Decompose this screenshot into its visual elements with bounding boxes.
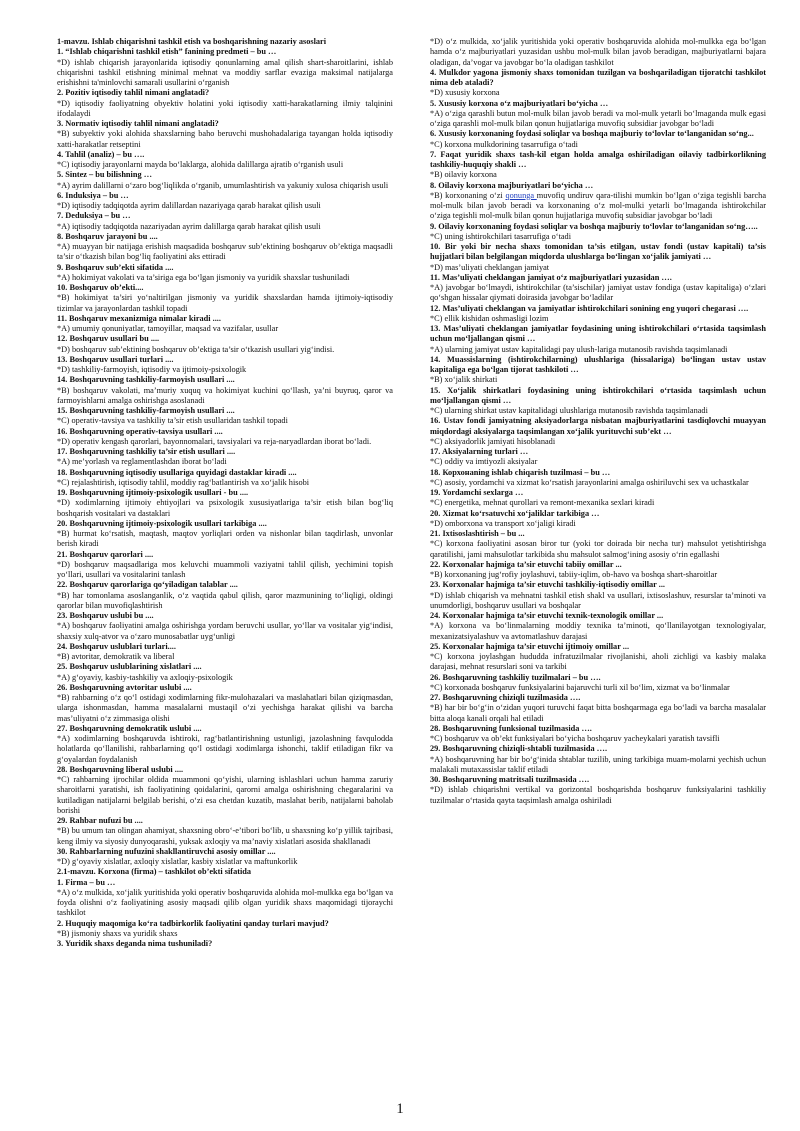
answer-text: *D) g‘oyaviy xislatlar, axloqiy xislatlar, kasbiy xislatlar va maftunkorlik: [57, 857, 298, 866]
answer-text: *A) boshqaruv faoliyatini amalga oshirishga yordam beruvchi usullar, yo‘llar va vositalar yig‘indisi, shaxsiy xulq-atvor va o‘zaro munosabatlar uyg‘unligi: [57, 621, 393, 641]
question-text: 9. Oilaviy korxonaning foydasi soliqlar va boshqa majburiy to‘lovlar to‘langanidan so‘ng…..: [430, 221, 758, 231]
answer-text: *C) korxona mulkdorining tasarrufiga o‘tadi: [430, 139, 578, 149]
question-text: 16. Boshqaruvning operativ-tavsiya usullari ....: [57, 426, 223, 436]
answer-text: *D) boshqaruv sub’ektining boshqaruv ob’ektiga ta’sir o‘tkazish usullari yig‘indisi.: [57, 344, 335, 354]
answer-text: *B) avtoritar, demokratik va liberal: [57, 652, 175, 661]
question-text: 8. Oilaviy korxona majburiyatlari bo‘yicha …: [430, 180, 594, 190]
question-text: 20. Boshqaruvning ijtimoiy-psixologik usullari tarkibiga ....: [57, 518, 267, 528]
answer-text: *A) muayyan bir natijaga erishish maqsadida boshqaruv sub’ektining boshqaruv ob’ektiga maqsadli ta’sir o‘tkazish bilan bog‘liq faoliyatini aks ettiradi: [57, 242, 393, 262]
question-text: 30. Rahbarlarning nufuzini shakllantiruvchi asosiy omillar ....: [57, 846, 276, 856]
section-heading: 2.1-mavzu. Korxona (firma) – tashkilot ob’ekti sifatida: [57, 867, 252, 877]
question-text: 1. “Ishlab chiqarishni tashkil etish” fanining predmeti – bu …: [57, 47, 277, 57]
answer-text: *A) hokimiyat vakolati va ta’siriga ega bo‘lgan jismoniy va yuridik shaxslar tushuniladi: [57, 272, 350, 282]
question-text: 18. Корхонaning ishlab chiqarish tuzilmasi – bu …: [430, 467, 611, 477]
question-text: 1. Firma – bu …: [57, 877, 116, 887]
answer-text: *B) xo‘jalik shirkati: [430, 375, 498, 385]
law-link[interactable]: qonunga: [505, 190, 537, 200]
question-text: 14. Boshqaruvning tashkiliy-farmoyish usullari ....: [57, 375, 235, 385]
answer-text: *A) boshqaruvning har bir bo‘g‘inida shtablar tuzilib, uning tarkibiga muam-molarni yechish uchun malakali mutaxassislar taklif etiladi: [430, 754, 766, 774]
answer-text: *B) rahbarning o‘z qo‘l ostidagi xodimlarning fikr-mulohazalari va maslahatlari bilan qiziqmasdan, ularga ishonmasdan, hamma masalalarni mustaqil o‘zi yechishga harakat qilishi va barcha mas’uliyatni o‘z zimmasiga olishi: [57, 693, 393, 723]
question-text: 3. Normativ iqtisodiy tahlil nimani anglatadi?: [57, 119, 219, 128]
answer-text: *D) iqtisodiy tadqiqotda ayrim dalillardan nazariyaga qarab harakat qilish usuli: [57, 201, 321, 210]
question-text: 16. Ustav fondi jamiyatning aksiyadorlarga nisbatan majburiyatlarini tasdiqlovchi muayyan miqdordagi aksiyalarga taqsimlangan xo‘jalik yurituvchi sub’ekt …: [430, 416, 766, 436]
answer-text: [430, 191, 766, 222]
question-text: 9. Boshqaruv sub’ekti sifatida ....: [57, 262, 174, 272]
answer-text: *A) me’yorlash va reglamentlashdan iborat bo‘ladi: [57, 457, 227, 467]
answer-text: *D) ishlab chiqarish jarayonlarida iqtisodiy qonunlarning amal qilish shart-sharoitlarini, ishlab chiqarishni tashkil etishning minimal mehnat va moddiy sarflar evaziga maksimal natijalarga erishishni ta'minlovchi samarali usullarini o‘rganish: [57, 57, 393, 87]
question-text: 6. Induksiya – bu …: [57, 190, 129, 200]
answer-text: *A) umumiy qonuniyatlar, tamoyillar, maqsad va vazifalar, usullar: [57, 324, 279, 333]
question-text: 11. Boshqaruv mexanizmiga nimalar kiradi ....: [57, 313, 221, 323]
answer-text: *B) jismoniy shaxs va yuridik shaxs: [57, 928, 178, 938]
answer-text: *C) energetika, mehnat qurollari va remont-mexanika sexlari kiradi: [430, 498, 655, 508]
answer-text: *B) boshqaruv vakolati, ma’muriy xuquq va hokimiyat kuchini qo‘llash, ya’ni buyruq, qaror va farmoyishlarni amalga oshirishga asoslanadi: [57, 385, 393, 405]
question-text: 29. Rahbar nufuzi bu ....: [57, 816, 143, 825]
question-text: 4. Mulkdor yagona jismoniy shaxs tomonidan tuzilgan va boshqariladigan tijoratchi tashkilot nima deb ataladi?: [430, 67, 766, 87]
answer-text: *B) hokimiyat ta’siri yo‘naltirilgan jismoniy va yuridik shaxslardan hamda ijtimoiy-iqtisodiy tizimlar va jarayonlardan tashkil topadi: [57, 293, 393, 313]
answer-text: *D) xususiy korxona: [430, 88, 500, 98]
answer-text: *D) ishlab chiqarishni vertikal va gorizontal boshqarishda boshqaruv funksiyalarini tashkiliy tuzilmalar o‘rtasida qayta taqsimlash amalga oshiriladi: [430, 785, 766, 805]
question-text: 27. Boshqaruvning chiziqli tuzilmasida ….: [430, 693, 581, 702]
page-number: 1: [396, 1101, 404, 1117]
answer-text: *C) iqtisodiy jarayonlarni mayda bo‘laklarga, alohida dalillarga ajratib o‘rganish usuli: [57, 160, 344, 169]
question-text: 8. Boshqaruv jarayoni bu ....: [57, 231, 158, 241]
question-text: 24. Korxonalar hajmiga ta’sir etuvchi texnik-texnologik omillar ...: [430, 611, 664, 620]
answer-text: *C) rejalashtirish, iqtisodiy tahlil, moddiy rag‘batlantirish va xo‘jalik hisobi: [57, 477, 310, 487]
question-text: 10. Bir yoki bir necha shaxs tomonidan ta’sis etilgan, ustav fondi (ustav kapitali) ta’sis hujjatlari bilan belgilangan miqdorda ulushlarga bo‘lingan xo‘jalik jamiyati …: [430, 242, 766, 262]
question-text: 21. Boshqaruv qarorlari ....: [57, 549, 154, 559]
answer-text: *C) asosiy, yordamchi va xizmat ko‘rsatish jarayonlarini amalga oshiriluvchi sex va uchastkalar: [430, 477, 749, 487]
question-text: 29. Boshqaruvning chiziqli-shtabli tuzilmasida ….: [430, 744, 608, 754]
answer-text: *A) xodimlarning boshqaruvda ishtiroki, rag‘batlantirishning ustunligi, jazolashning favqulodda holatlarda qo‘llanilishi, rahbarlarning qo‘l ostidagi xodimlarga ishonchi, taklif etiladigan fikr va g‘oyalardan foydalanish: [57, 734, 393, 764]
question-text: 2. Pozitiv iqtisodiy tahlil nimani anglatadi?: [57, 88, 210, 98]
answer-text: *B) har tomonlama asoslanganlik, o‘z vaqtida qabul qilish, qaror mazmunining to‘liqligi, oldingi qarorlar bilan muvofiqlashtirish: [57, 590, 393, 610]
question-text: 4. Tahlil (analiz) – bu ….: [57, 149, 145, 159]
question-text: 19. Boshqaruvning ijtimoiy-psixologik usullari - bu ....: [57, 488, 249, 497]
answer-text: *A) ayrim dalillarni o‘zaro bog‘liqlikda o‘rganib, umumlashtirish va yakuniy xulosa chiqarish usuli: [57, 180, 389, 190]
answer-text: *C) rahbarning ijrochilar oldida muammoni qo‘yishi, ularning ishlashlari uchun hamma zaruriy sharoitlarni yaratishi, ish faoliyatining qoidalarini, qarorni amalga oshirishning chegaralarini va kutiladigan natijalarni belgilab berishi, o‘zi esa chetdan kuzatib, maslahat berib, natijalarni baholab borishi: [57, 775, 393, 815]
question-text: 21. Ixtisoslashtirish – bu ...: [430, 529, 525, 538]
left-column: [57, 37, 393, 1107]
question-text: 28. Boshqaruvning liberal uslubi ....: [57, 764, 184, 774]
answer-text: *C) aksiyadorlik jamiyati hisoblanadi: [430, 436, 556, 446]
question-text: 20. Xizmat ko‘rsatuvchi xo‘jaliklar tarkibiga …: [430, 508, 600, 518]
question-text: 7. Faqat yuridik shaxs tash-kil etgan holda amalga oshiriladigan oilaviy tadbirkorlikning tashkiliy-huquqiy shakli …: [430, 149, 766, 169]
answer-text: *B) oilaviy korxona: [430, 170, 497, 180]
question-text: 22. Boshqaruv qarorlariga qo‘yiladigan talablar ....: [57, 580, 238, 590]
answer-text: *D) ishlab chiqarish va mehnatni tashkil etish shakl va usullari, ixtisoslashuv, resurslar ta’minoti va unumdorligi, boshqaruv usullari va boshqalar: [430, 590, 766, 610]
answer-text: *A) korxona va bo‘linmalarning moddiy texnika ta’minoti, qo‘llanilayotgan texnologiyalar, mexanizatsiyalashuv va avtomatlashuv darajasi: [430, 621, 766, 641]
question-text: 23. Korxonalar hajmiga ta’sir etuvchi tashkiliy-iqtisodiy omillar ...: [430, 580, 666, 590]
section-heading: 1-mavzu. Ishlab chiqarishni tashkil etish va boshqarishning nazariy asoslari: [57, 37, 327, 46]
answer-text: *A) o‘z mulkida, xo‘jalik yuritishida yoki operativ boshqaruvida alohida mol-mulkka ega bo‘lgan va foyda olishni o‘z faoliyatining asosiy maqsadi qilib olgan yuridik shaxs maqomidagi tijoraychi tashkilot: [57, 887, 393, 918]
answer-text: *A) iqtisodiy tadqiqotda nazariyadan ayrim dalillarga qarab harakat qilish usuli: [57, 221, 321, 231]
question-text: 12. Mas’uliyati cheklangan va jamiyatlar ishtirokchilari sonining eng yuqori chegarasi ….: [430, 303, 749, 313]
question-text: 5. Xususiy korxona o‘z majburiyatlari bo‘yicha …: [430, 98, 609, 108]
question-text: 15. Boshqaruvning tashkiliy-farmoyish usullari ....: [57, 406, 235, 415]
question-text: 25. Korxonalar hajmiga ta’sir etuvchi ijtimoiy omillar ...: [430, 641, 630, 651]
question-text: 27. Boshqaruvning demokratik uslubi ....: [57, 723, 202, 733]
question-text: 17. Boshqaruvning tashkiliy ta’sir etish usullari ....: [57, 447, 236, 456]
question-text: 24. Boshqaruv uslublari turlari....: [57, 641, 176, 651]
question-text: 2. Huquqiy maqomiga ko‘ra tadbirkorlik faoliyatini qanday turlari mavjud?: [57, 918, 329, 928]
question-text: 10. Boshqaruv ob’ekti....: [57, 283, 144, 292]
question-text: 25. Boshqaruv uslublarining xislatlari ....: [57, 662, 202, 672]
question-text: 17. Aksiyalarning turlari …: [430, 447, 529, 456]
answer-text: *C) boshqaruv va ob’ekt funksiyalari bo‘yicha boshqaruv yacheykalari yaratish tavsifli: [430, 734, 720, 743]
answer-text: *C) korxona faoliyatini asosan biror tur (yoki tor doirada bir necha tur) mahsulot yetishtirishga qaratilishi, jami mahsulotlar tarkibida shu mahsulot salmog‘ining asosiy o‘rin egallashi: [430, 539, 766, 559]
question-text: 12. Boshqaruv usullari bu ....: [57, 334, 160, 344]
answer-text-part: *B) korxonaning o‘zi: [430, 190, 506, 200]
answer-text: *B) bu umum tan olingan ahamiyat, shaxsning obro‘-e’tibori bo‘lib, u shaxsning ko‘p yillik tajribasi, keng ilmiy va siyosiy dunyoqarashi, yuksak axloqiy va ma’naviy xislatlari asosida shakllanadi: [57, 826, 393, 846]
answer-text: *C) operativ-tavsiya va tashkiliy ta’sir etish usullaridan tashkil topadi: [57, 416, 288, 426]
question-text: 14. Muassislarning (ishtirokchilarning) ulushlariga (hissalariga) bo‘lingan ustav ustav kapitaliga ega bo‘lgan tijorat tashkiloti …: [430, 354, 766, 374]
answer-text: *C) oddiy va imtiyozli aksiyalar: [430, 457, 538, 467]
answer-text: *A) ularning jamiyat ustav kapitalidagi pay ulush-lariga mutanosib ravishda taqsimlanadi: [430, 344, 728, 354]
answer-text: *D) mas’uliyati cheklangan jamiyat: [430, 262, 550, 272]
answer-text: *D) tashkiliy-farmoyish, iqtisodiy va ijtimoiy-psixologik: [57, 365, 247, 374]
answer-text: *A) javobgar bo‘lmaydi, ishtirokchilar (ta’sischilar) jamiyat ustav fondiga (ustav kapitaliga) o‘zlari qo‘shgan hissalar qiymati doirasida javobgar bo‘ladilar: [430, 283, 766, 303]
answer-text: *B) subyektiv yoki alohida shaxslarning baho beruvchi mushohadalariga tayangan holda iqtisodiy xatti-harakatlar retseptini: [57, 129, 393, 149]
question-text: 22. Korxonalar hajmiga ta’sir etuvchi tabiiy omillar ...: [430, 559, 622, 569]
answer-text-part: muvofiq undiruv qara-tilishi mumkin bo‘lgan o‘ziga tegishli barcha mol-mulk bilan javob beradi va korxonaning o‘z mol-mulki yetarli bo‘lmaganda ishtirokchilar o‘ziga tegishli mol-mulk bilan qonun hujjatlariga muvofiq subsidiar javobgar bo‘ladi: [430, 190, 766, 221]
question-text: 18. Boshqaruvning iqtisodiy usullariga quyidagi dastaklar kiradi ....: [57, 467, 297, 477]
answer-text: *C) korxonada boshqaruv funksiyalarini bajaruvchi turli xil bo‘lim, xizmat va bo‘linmalar: [430, 682, 730, 692]
question-text: 30. Boshqaruvning matritsali tuzilmasida ….: [430, 775, 590, 784]
question-text: 28. Boshqaruvning funksional tuzilmasida ….: [430, 723, 592, 733]
answer-text: *D) xodimlarning ijtimoiy ehtiyojlari va psixologik xususiyatlariga ta’sir etish bilan bog‘liq boshqarish vositalari va dastaklari: [57, 498, 393, 518]
answer-text: *D) iqtisodiy faoliyatning obyektiv holatini yoki iqtisodiy xatti-harakatlarning ilmiy talqinini ifodalaydi: [57, 98, 393, 118]
answer-text: *A) o‘ziga qarashli butun mol-mulk bilan javob beradi va mol-mulk yetarli bo‘lmaganda mulk egasi o‘ziga qarashli mol-mulk bilan qonun hujjatlariga muvofiq subsidiar javobgar bo‘ladi: [430, 108, 766, 128]
question-text: 26. Boshqaruvning avtoritar uslubi ....: [57, 682, 192, 692]
answer-text: *C) ellik kishidan oshmasligi lozim: [430, 313, 549, 323]
question-text: 23. Boshqaruv uslubi bu ....: [57, 611, 154, 620]
answer-text: *C) uning ishtirokchilari tasarrufiga o‘tadi: [430, 231, 572, 241]
question-text: 7. Deduksiya – bu …: [57, 211, 131, 221]
question-text: 11. Mas’uliyati cheklangan jamiyat o‘z majburiyatlari yuzasidan ….: [430, 272, 672, 282]
question-text: 13. Boshqaruv usullari turlari ....: [57, 354, 174, 364]
question-text: 6. Xususiy korxonaning foydasi soliqlar va boshqa majburiy to‘lovlar to‘langanidan so‘ng...: [430, 129, 754, 139]
answer-text: *B) korxonaning jug‘rofiy joylashuvi, tabiiy-iqlim, ob-havo va boshqa shart-sharoitlar: [430, 570, 718, 579]
answer-text: *D) o‘z mulkida, xo‘jalik yuritishida yoki operativ boshqaruvida alohida mol-mulkka ega bo‘lgan hamda o‘z majburiyatlari yuzasidan ushbu mol-mulk bilan javob beradigan, majburiyatlarni bajara oladigan, da’vogar va javobgar bo‘la oladigan tashkilot: [430, 37, 766, 67]
answer-text: *C) korxona joylashgan hududda infratuzilmalar rivojlanishi, aholi zichligi va kasbiy malaka darajasi, mehnat resurslari soni va tarkibi: [430, 652, 766, 672]
answer-text: *D) operativ kengash qarorlari, bayonnomalari, tavsiyalari va reja-naryadlardan iborat bo‘ladi.: [57, 436, 372, 446]
answer-text: *D) omborxona va transport xo‘jaligi kiradi: [430, 518, 576, 528]
answer-text: *B) hurmat ko‘rsatish, maqtash, maqtov yorliqlari orden va nishonlar bilan taqdirlash, unvonlar berish kiradi: [57, 529, 393, 549]
answer-text: *D) boshqaruv maqsadlariga mos keluvchi muammoli vaziyatni tahlil qilish, yechimini topish yo‘llari, usullari va vositalarini tanlash: [57, 559, 393, 579]
answer-text: *B) har bir bo‘g‘in o‘zidan yuqori turuvchi faqat bitta boshqarmaga ega bo‘ladi va barcha masalalar bitta aloqa kanali orqali hal etiladi: [430, 703, 766, 723]
question-text: 13. Mas’uliyati cheklangan jamiyatlar foydasining uning ishtirokchilari o‘rtasida taqsimlash uchun mo‘ljallangan qismi …: [430, 324, 766, 344]
question-text: 26. Boshqaruvning tashkiliy tuzilmalari – bu ….: [430, 672, 601, 682]
question-text: 3. Yuridik shaxs deganda nima tushuniladi?: [57, 939, 213, 948]
right-column: [430, 37, 766, 1112]
answer-text: *C) ularning shirkat ustav kapitalidagi ulushlariga mutanosib ravishda taqsimlanadi: [430, 406, 708, 415]
question-text: 5. Sintez – bu bilishning …: [57, 170, 152, 180]
question-text: 19. Yordamchi sexlarga …: [430, 488, 524, 497]
question-text: 15. Xo‘jalik shirkatlari foydasining uning ishtirokchilari o‘rtasida taqsimlash uchun mo‘ljallangan qismi …: [430, 385, 766, 405]
answer-text: *A) g‘oyaviy, kasbiy-tashkiliy va axloqiy-psixologik: [57, 672, 233, 682]
